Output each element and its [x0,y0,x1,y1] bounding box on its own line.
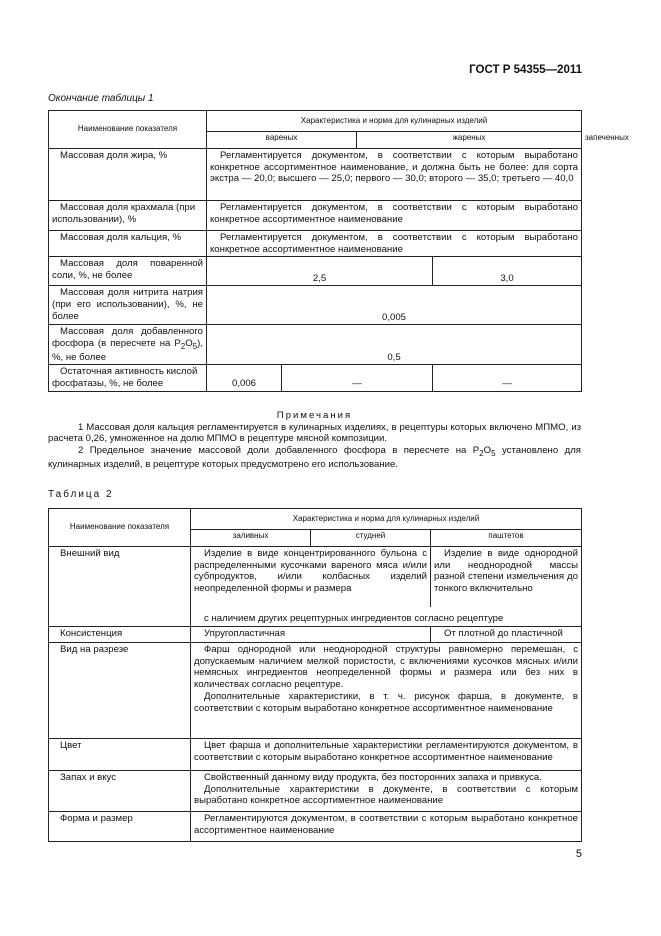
table2-head-indicator: Наименование показателя [49,509,191,547]
table2-col-pate: паштетов [431,530,582,547]
page-number: 5 [575,848,582,860]
row-value: Свойственный данному виду продукта, без посторонних запаха и привкуса. Дополнительные характеристики в документе, в соответствии с которым выработано конкретное ассортиментное наименование [191,771,582,812]
table-row [49,771,582,812]
row-value: От плотной до пластичной [431,627,582,643]
row-value: — [433,365,582,391]
row-name: Массовая доля поваренной соли, %, не более [49,257,207,286]
table-row [49,201,582,231]
table2-col-jelly: студней [311,530,431,547]
row-value: 0,5 [207,325,582,365]
row-value: 3,0 [433,257,582,286]
row-value: Фарш однородной или неоднородной структуры равномерно перемешан, с допускаемым наличием мелкой пористости, с включениями кусочков мясных и/или немясных ингредиентов неопределенной формы и размера или без них в количествах согласно рецептуре. Дополнительные характеристики, в т. ч. рисунок фарша, в документе, в соответствии с которым выработано конкретное ассортиментное наименование [191,643,582,739]
table-row [49,812,582,842]
table-row [49,739,582,771]
table-2 [48,508,582,842]
row-value: Регламентируется документом, в соответствии с которым выработано конкретное ассортиментное наименование [207,201,582,231]
row-value: Регламентируются документом, в соответствии с которым выработано конкретное ассортиментное наименование [191,812,582,842]
row-value: — [282,365,433,391]
table-row [49,149,582,201]
table-1: Наименование показателя Характеристика и норма для кулинарных изделий вареных жареных запеченных Массовая доля жира, % Регламентируется документом, в соответствии с которым выработано конкретное ассортиментное наименование, и должна быть не более: для сорта экстра — 20,0; высшего — 25,0; первого — 30,0; второго — 35,0; третьего — 40,0 Массовая доля крахмала (при использовании), % Регламентируется документом, в соответствии с которым выработано конкретное ассортиментное наименование Массовая доля кальция, % Регламентируется документом, в соответствии с которым выработано конкретное ассортиментное наименование Массовая доля поваренной соли, %, не более 2,5 3,0 Массовая доля нитрита натрия (при его использовании), %, не более 0,005 Массовая доля добавленного фосфора (в пересчете на $P_2O_5$), %, не более 0,5 Остаточная активность кислой фосфатазы, %, не более 0,006 — — [48,110,582,392]
row-value: Изделие в виде однородной или неоднородной массы разной степени измельчения до тонкого включительно [431,547,582,607]
table-row [49,325,582,365]
row-name: Массовая доля добавленного фосфора (в пересчете на $P_2O_5$), %, не более [49,325,207,365]
row-name: Массовая доля жира, % [49,149,207,201]
row-value: Изделие в виде концентрированного бульона с распределенными кусочками вареного мяса и/или субпродуктов, и/или колбасных изделий неопределенной формы и размера [191,547,431,607]
table-row [49,231,582,257]
row-name: Остаточная активность кислой фосфатазы, %, не более [49,365,207,391]
table2-col-aspic: заливных [191,530,311,547]
table-row [49,286,582,325]
row-name: Консистенция [49,627,191,643]
row-value: 0,006 [207,365,282,391]
table1-head-indicator: Наименование показателя [49,111,207,149]
row-name: Вид на разрезе [49,643,191,739]
table-row [49,627,582,643]
row-value: Регламентируется документом, в соответствии с которым выработано конкретное ассортиментное наименование [207,231,582,257]
row-value: 2,5 [207,257,433,286]
row-value: с наличием других рецептурных ингредиентов согласно рецептуре [191,607,582,627]
row-value: Упругопластичная [191,627,431,643]
table-row [49,365,582,391]
note-2: 2 Предельное значение массовой доли добавленного фосфора в пересчете на $P_2O_5$ установлено для кулинарных изделий, в рецептуре которых предусмотрено его использование. [48,445,581,470]
row-value: 0,005 [207,286,582,325]
table2-head-group: Характеристика и норма для кулинарных изделий [191,509,582,530]
row-name: Массовая доля кальция, % [49,231,207,257]
row-name: Форма и размер [49,812,191,842]
table1-col-boiled: вареных [207,132,357,149]
table-row [49,257,582,286]
standard-number: ГОСТ Р 54355—2011 [469,64,582,76]
row-name: Запах и вкус [49,771,191,812]
notes-title: Примечания [276,410,353,421]
table1-head-group: Характеристика и норма для кулинарных изделий [207,111,582,132]
table1-continuation-caption: Окончание таблицы 1 [48,93,154,104]
table-row [49,547,582,607]
note-1: 1 Массовая доля кальция регламентируется в кулинарных изделиях, в рецептуры которых включено МПМО, из расчета 0,26, умноженное на долю МПМО в рецептуре мясной композиции. [48,421,581,445]
row-value: Регламентируется документом, в соответствии с которым выработано конкретное ассортиментное наименование, и должна быть не более: для сорта экстра — 20,0; высшего — 25,0; первого — 30,0; второго — 35,0; третьего — 40,0 [207,149,582,201]
table2-caption: Таблица 2 [48,489,114,500]
table-row [49,643,582,739]
row-value: Цвет фарша и дополнительные характеристики регламентируются документом, в соответствии с которым выработано конкретное ассортиментное наименование [191,739,582,771]
row-name: Внешний вид [49,547,191,627]
row-name: Цвет [49,739,191,771]
row-name: Массовая доля крахмала (при использовании), % [49,201,207,231]
row-name: Массовая доля нитрита натрия (при его использовании), %, не более [49,286,207,325]
table1-notes [48,410,581,470]
table1-col-fried: жареных [357,132,582,149]
